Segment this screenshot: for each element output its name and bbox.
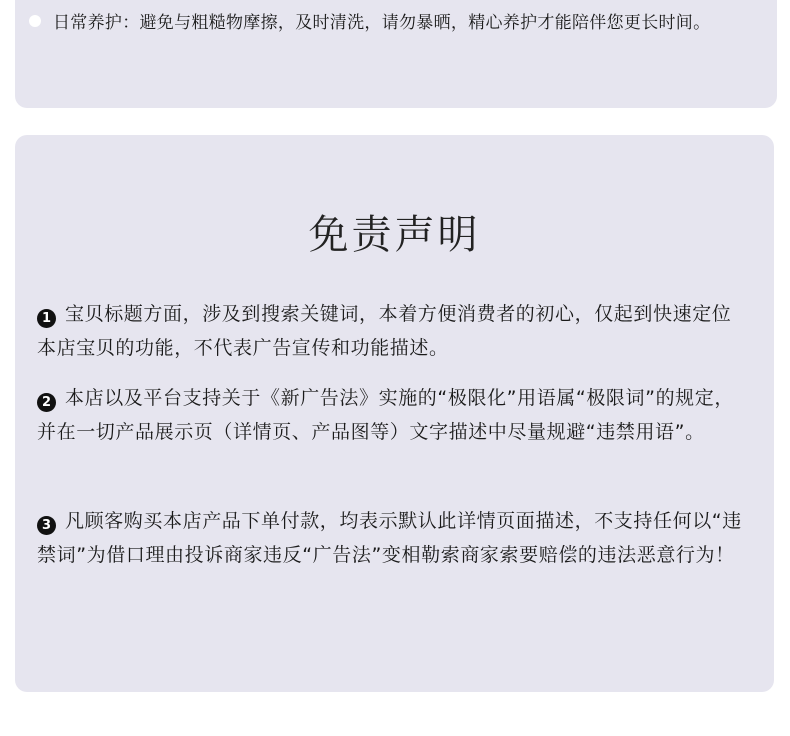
disclaimer-title: 免责声明 [308,212,481,258]
disclaimer-item-3 [37,504,742,572]
number-three-icon: 3 [37,516,56,535]
care-tips-card [15,0,777,108]
disclaimer-card [15,135,774,692]
disclaimer-item-text: 本店以及平台支持关于《新广告法》实施的“极限化”用语属“极限词”的规定，并在一切产品展示页（详情页、产品图等）文字描述中尽量规避“违禁用语”。 [37,387,734,443]
disclaimer-item-1 [37,297,742,365]
number-two-icon: 2 [37,393,56,412]
care-tip-item [29,8,710,33]
disclaimer-item-text: 凡顾客购买本店产品下单付款，均表示默认此详情页面描述，不支持任何以“违禁词”为借口理由投诉商家违反“广告法”变相勒索商家索要赔偿的违法恶意行为！ [37,510,742,566]
disclaimer-item-2 [37,381,742,449]
bullet-dot-icon [29,15,41,27]
care-tip-text: 日常养护：避免与粗糙物摩擦，及时清洗，请勿暴晒，精心养护才能陪伴您更长时间。 [53,13,711,33]
number-one-icon: 1 [37,309,56,328]
disclaimer-item-text: 宝贝标题方面，涉及到搜索关键词，本着方便消费者的初心，仅起到快速定位本店宝贝的功能，不代表广告宣传和功能描述。 [37,303,732,359]
